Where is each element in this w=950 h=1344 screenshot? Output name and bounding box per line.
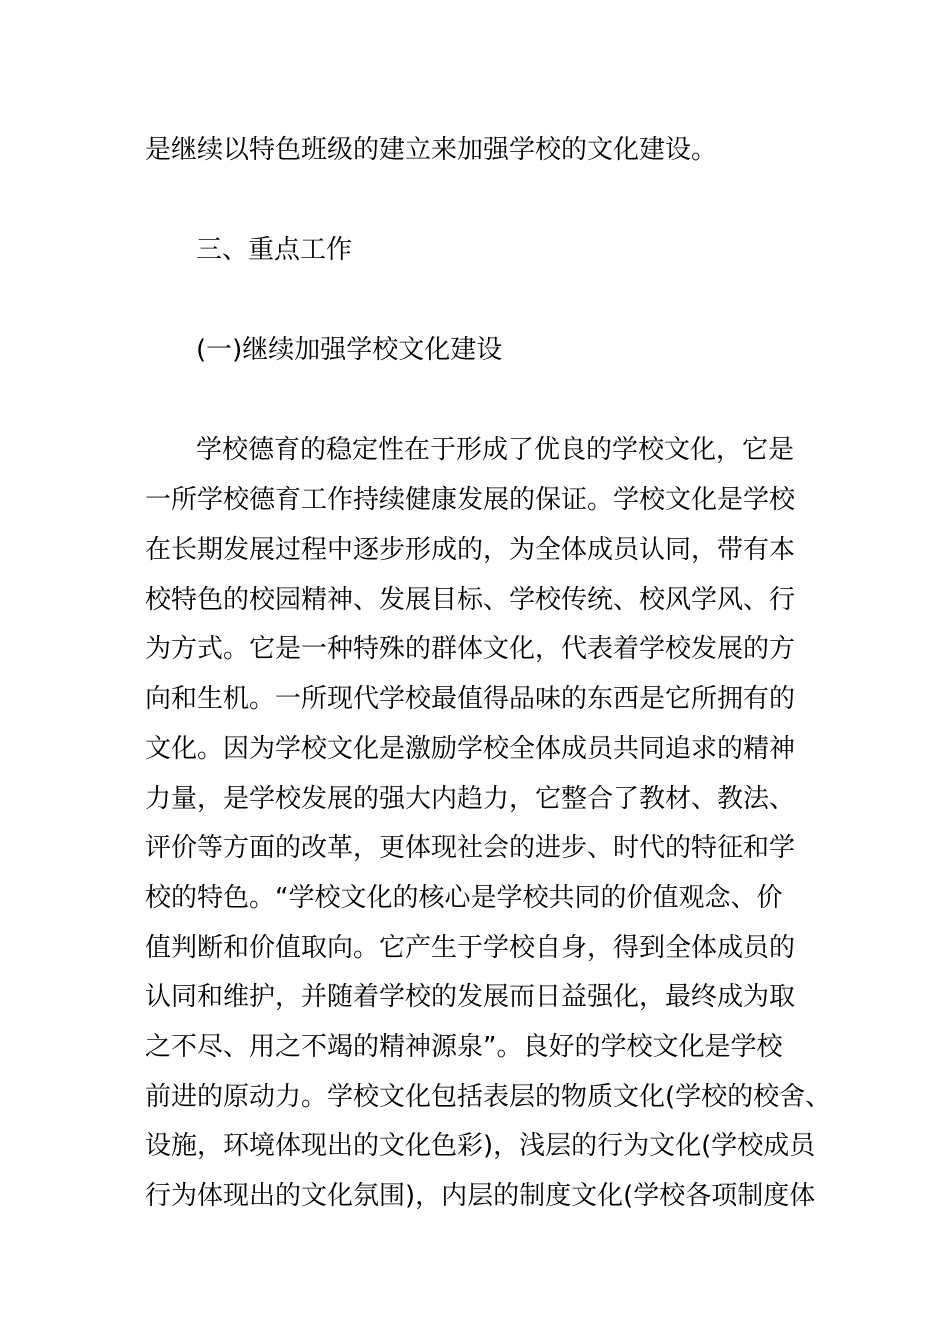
paragraph-line: 力量，是学校发展的强大内趋力，它整合了教材、教法、 bbox=[145, 784, 796, 814]
section-heading: 三、重点工作 bbox=[196, 235, 353, 265]
subsection-heading: (一)继续加强学校文化建设 bbox=[196, 335, 503, 365]
paragraph-line: 一所学校德育工作持续健康发展的保证。学校文化是学校 bbox=[145, 485, 796, 515]
paragraph-line: 在长期发展过程中逐步形成的，为全体成员认同，带有本 bbox=[145, 535, 796, 565]
paragraph-line: 认同和维护，并随着学校的发展而日益强化，最终成为取 bbox=[145, 982, 796, 1012]
paragraph-line: 校的特色。“学校文化的核心是学校共同的价值观念、价 bbox=[145, 883, 783, 913]
paragraph-line: 行为体现出的文化氛围)，内层的制度文化(学校各项制度体 bbox=[145, 1181, 816, 1211]
text-line-continuation: 是继续以特色班级的建立来加强学校的文化建设。 bbox=[145, 135, 718, 165]
paragraph-line: 校特色的校园精神、发展目标、学校传统、校风学风、行 bbox=[145, 585, 796, 615]
paragraph-line: 学校德育的稳定性在于形成了优良的学校文化，它是 bbox=[196, 435, 795, 465]
paragraph-line: 评价等方面的改革，更体现社会的进步、时代的特征和学 bbox=[145, 833, 796, 863]
paragraph-line: 前进的原动力。学校文化包括表层的物质文化(学校的校舍、 bbox=[145, 1082, 832, 1112]
paragraph-line: 设施，环境体现出的文化色彩)，浅层的行为文化(学校成员 bbox=[145, 1131, 816, 1161]
paragraph-line: 为方式。它是一种特殊的群体文化，代表着学校发展的方 bbox=[145, 634, 796, 664]
paragraph-line: 值判断和价值取向。它产生于学校自身，得到全体成员的 bbox=[145, 933, 796, 963]
paragraph-line: 向和生机。一所现代学校最值得品味的东西是它所拥有的 bbox=[145, 684, 796, 714]
paragraph-line: 之不尽、用之不竭的精神源泉”。良好的学校文化是学校 bbox=[145, 1032, 783, 1062]
paragraph-line: 文化。因为学校文化是激励学校全体成员共同追求的精神 bbox=[145, 734, 796, 764]
